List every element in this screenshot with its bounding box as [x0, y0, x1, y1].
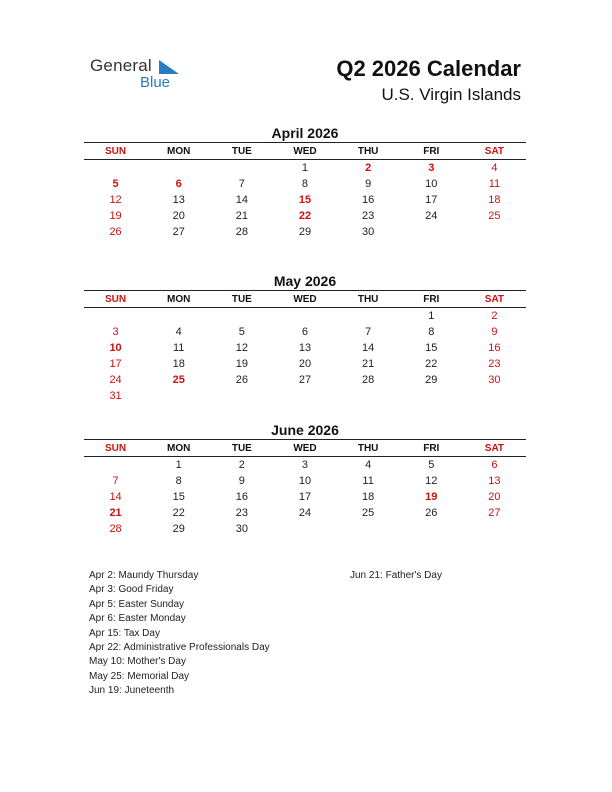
day-cell: 28 — [235, 226, 248, 238]
day-cell: 17 — [109, 358, 122, 370]
weekday-header: SAT — [484, 442, 505, 454]
day-cell: 15 — [425, 342, 438, 354]
day-cell: 23 — [362, 210, 375, 222]
day-cell: 25 — [172, 374, 185, 386]
day-cell: 14 — [109, 491, 122, 503]
holiday-list-secondary — [350, 569, 442, 583]
day-cell: 12 — [109, 194, 122, 206]
day-cell: 23 — [235, 507, 248, 519]
day-cell: 18 — [362, 491, 375, 503]
day-cell: 16 — [235, 491, 248, 503]
day-cell: 29 — [425, 374, 438, 386]
day-cell: 6 — [301, 326, 309, 338]
day-cell: 4 — [175, 326, 182, 338]
holiday-list — [89, 569, 270, 699]
day-cell: 7 — [112, 475, 119, 487]
day-cell: 16 — [362, 194, 375, 206]
day-cell: 9 — [238, 475, 245, 487]
day-cell: 20 — [298, 358, 312, 370]
day-cell: 21 — [235, 210, 248, 222]
day-cell: 27 — [298, 374, 312, 386]
day-cell: 18 — [488, 194, 501, 206]
week-row — [84, 388, 526, 404]
day-cell: 11 — [362, 475, 374, 487]
day-cell: 12 — [235, 342, 248, 354]
day-cell: 3 — [428, 162, 435, 174]
week-row — [84, 324, 526, 340]
week-row — [84, 192, 526, 208]
week-row — [84, 160, 526, 176]
day-cell: 10 — [425, 178, 438, 190]
day-cell: 19 — [235, 358, 248, 370]
week-row — [84, 356, 526, 372]
holiday-item: Apr 2: Maundy Thursday — [89, 570, 199, 581]
weekday-header: SUN — [105, 293, 127, 305]
day-cell: 26 — [425, 507, 438, 519]
day-cell: 7 — [365, 326, 372, 338]
holiday-item: Apr 5: Easter Sunday — [89, 598, 185, 610]
weekday-header: TUE — [231, 145, 252, 157]
day-cell: 29 — [172, 523, 185, 535]
day-cell: 30 — [235, 523, 248, 535]
week-row — [84, 521, 526, 537]
weekday-header: SUN — [105, 145, 127, 157]
logo-blue-text: Blue — [140, 74, 171, 91]
week-row — [84, 208, 526, 224]
day-cell: 25 — [488, 210, 501, 222]
day-cell: 18 — [172, 358, 185, 370]
day-cell: 30 — [488, 374, 501, 386]
day-cell: 2 — [365, 162, 372, 174]
weekday-header: MON — [167, 145, 191, 157]
day-cell: 24 — [298, 507, 312, 519]
day-cell: 13 — [298, 342, 312, 354]
day-cell: 16 — [488, 342, 501, 354]
week-row — [84, 308, 526, 324]
day-cell: 20 — [488, 491, 501, 503]
weekday-header: FRI — [423, 442, 440, 454]
weekday-header: THU — [357, 145, 379, 157]
day-cell: 5 — [238, 326, 245, 338]
weekday-header: MON — [167, 293, 191, 305]
month-may — [84, 272, 526, 404]
weekday-header: TUE — [231, 293, 252, 305]
weekday-header: THU — [357, 442, 379, 454]
day-cell: 21 — [362, 358, 375, 370]
day-cell: 24 — [109, 374, 122, 386]
weekday-header: SAT — [484, 293, 505, 305]
weekday-header: WED — [293, 145, 317, 157]
day-cell: 6 — [175, 178, 182, 190]
week-row — [84, 176, 526, 192]
day-cell: 12 — [425, 475, 438, 487]
day-cell: 11 — [173, 342, 185, 354]
day-cell: 26 — [235, 374, 248, 386]
day-cell: 20 — [172, 210, 185, 222]
day-cell: 10 — [109, 342, 122, 354]
day-cell: 2 — [238, 459, 245, 471]
holiday-item: Apr 6: Easter Monday — [89, 613, 186, 625]
weekday-header-row — [84, 290, 526, 308]
day-cell: 14 — [235, 194, 248, 206]
month-title: April 2026 — [271, 125, 339, 141]
week-row — [84, 489, 526, 505]
week-row — [84, 473, 526, 489]
day-cell: 15 — [172, 491, 185, 503]
day-cell: 23 — [488, 358, 501, 370]
holiday-item: Jun 21: Father's Day — [350, 570, 442, 581]
day-cell: 22 — [425, 358, 438, 370]
day-cell: 2 — [491, 310, 498, 322]
day-cell: 8 — [301, 178, 309, 190]
day-cell: 30 — [362, 226, 375, 238]
day-cell: 1 — [175, 459, 182, 471]
day-cell: 21 — [109, 507, 122, 519]
day-cell: 19 — [425, 491, 438, 503]
weekday-header: FRI — [423, 293, 440, 305]
day-cell: 28 — [109, 523, 122, 535]
day-cell: 27 — [172, 226, 185, 238]
weekday-header: FRI — [423, 145, 440, 157]
weekday-header: SUN — [105, 442, 127, 454]
week-row — [84, 224, 526, 240]
holiday-item: May 25: Memorial Day — [89, 670, 190, 682]
logo-general-text: General — [90, 56, 152, 75]
weekday-header: WED — [293, 293, 317, 305]
holiday-item: Apr 22: Administrative Professionals Day — [89, 641, 270, 653]
page-subtitle: U.S. Virgin Islands — [381, 85, 521, 104]
day-cell: 29 — [298, 226, 312, 238]
day-cell: 13 — [172, 194, 185, 206]
day-cell: 3 — [301, 459, 309, 471]
day-cell: 26 — [109, 226, 122, 238]
day-cell: 19 — [109, 210, 122, 222]
day-cell: 11 — [488, 178, 501, 190]
day-cell: 10 — [298, 475, 312, 487]
weekday-header-row — [84, 142, 526, 160]
day-cell: 22 — [298, 210, 312, 222]
day-cell: 24 — [425, 210, 438, 222]
logo-flag-icon — [159, 60, 179, 74]
holiday-item: Apr 15: Tax Day — [89, 627, 160, 639]
day-cell: 5 — [112, 178, 119, 190]
day-cell: 22 — [172, 507, 185, 519]
day-cell: 25 — [362, 507, 375, 519]
holiday-item: May 10: Mother's Day — [89, 656, 186, 668]
day-cell: 4 — [365, 459, 372, 471]
week-row — [84, 505, 526, 521]
day-cell: 3 — [112, 326, 119, 338]
day-cell: 17 — [425, 194, 438, 206]
weekday-header: TUE — [231, 442, 252, 454]
day-cell: 28 — [362, 374, 375, 386]
weekday-header: THU — [357, 293, 379, 305]
week-row — [84, 372, 526, 388]
weekday-header-row — [84, 439, 526, 457]
day-cell: 9 — [365, 178, 372, 190]
day-cell: 8 — [428, 326, 435, 338]
day-cell: 5 — [428, 459, 435, 471]
holiday-item: Apr 3: Good Friday — [89, 584, 174, 596]
day-cell: 8 — [175, 475, 182, 487]
day-cell: 31 — [109, 390, 122, 402]
month-title: June 2026 — [271, 422, 339, 438]
day-cell: 14 — [362, 342, 375, 354]
month-june — [84, 421, 526, 537]
month-title: May 2026 — [273, 273, 337, 289]
day-cell: 1 — [428, 310, 435, 322]
generalblue-logo — [90, 56, 200, 92]
day-cell: 13 — [488, 475, 501, 487]
month-april — [84, 124, 526, 240]
week-row — [84, 340, 526, 356]
holiday-item: Jun 19: Juneteenth — [89, 685, 175, 697]
page-title: Q2 2026 Calendar — [336, 56, 521, 81]
day-cell: 9 — [491, 326, 498, 338]
day-cell: 1 — [301, 162, 309, 174]
weekday-header: SAT — [484, 145, 505, 157]
day-cell: 4 — [491, 162, 498, 174]
day-cell: 6 — [491, 459, 498, 471]
day-cell: 7 — [238, 178, 245, 190]
weekday-header: MON — [167, 442, 191, 454]
week-row — [84, 457, 526, 473]
weekday-header: WED — [293, 442, 317, 454]
day-cell: 17 — [298, 491, 312, 503]
day-cell: 27 — [488, 507, 501, 519]
day-cell: 15 — [298, 194, 312, 206]
